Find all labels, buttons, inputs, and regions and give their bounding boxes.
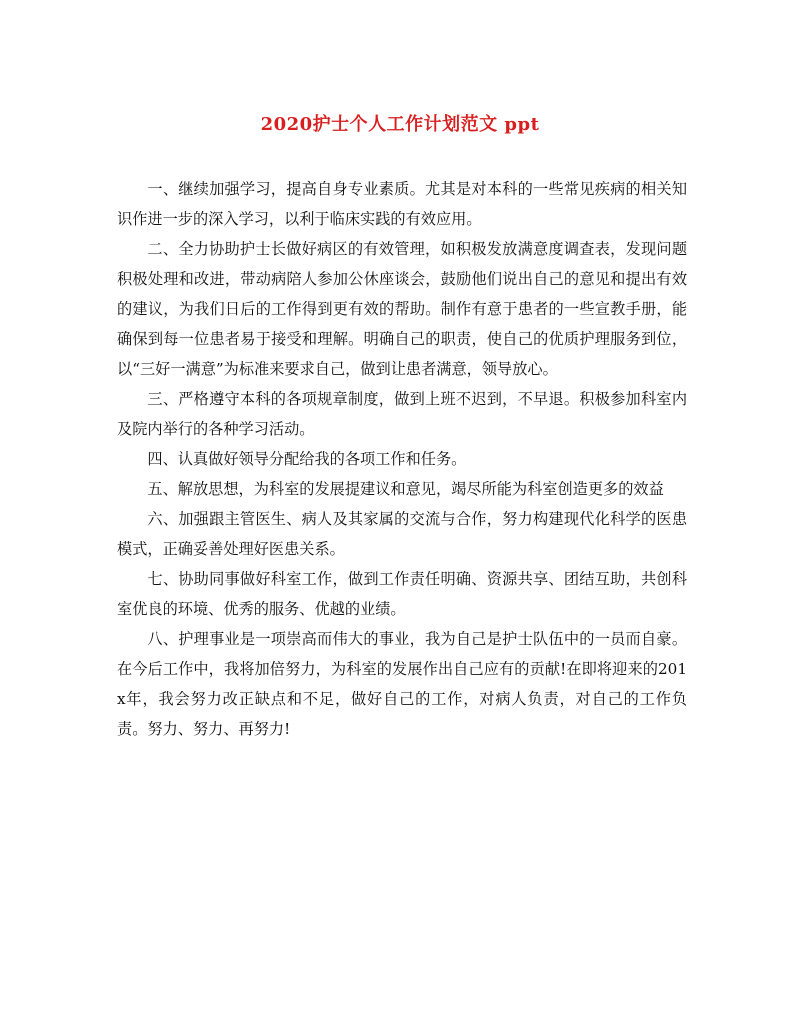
paragraph-4: 四、认真做好领导分配给我的各项工作和任务。 [147, 450, 467, 468]
document-title: 2020护士个人工作计划范文 ppt [260, 114, 540, 135]
paragraph-2: 二、全力协助护士长做好病区的有效管理，如积极发放满意度调查表，发现问题积极处理和改进，带动病陪人参加公休座谈会，鼓励他们说出自己的意见和提出有效的建议，为我们日后的工作得到更有效的帮助。制作有意于患者的一些宣教手册，能确保到每一位患者易于接受和理解。明确自己的职责，使自己的优质护理服务到位，以“三好一满意”为标准来要求自己，做到让患者满意，领导放心。 [117, 240, 687, 378]
document-body [117, 174, 687, 744]
paragraph-7: 七、协助同事做好科室工作，做到工作责任明确、资源共享、团结互助，共创科室优良的环境、优秀的服务、优越的业绩。 [117, 570, 687, 618]
paragraph-6: 六、加强跟主管医生、病人及其家属的交流与合作，努力构建现代化科学的医患模式，正确妥善处理好医患关系。 [117, 510, 687, 558]
paragraph-8: 八、护理事业是一项崇高而伟大的事业，我为自己是护士队伍中的一员而自豪。在今后工作中，我将加倍努力，为科室的发展作出自己应有的贡献!在即将迎来的201x年，我会努力改正缺点和不足，做好自己的工作，对病人负责，对自己的工作负责。努力、努力、再努力! [117, 630, 687, 738]
paragraph-1: 一、继续加强学习，提高自身专业素质。尤其是对本科的一些常见疾病的相关知识作进一步的深入学习，以利于临床实践的有效应用。 [117, 180, 687, 228]
paragraph-3: 三、严格遵守本科的各项规章制度，做到上班不迟到，不早退。积极参加科室内及院内举行的各种学习活动。 [117, 390, 687, 438]
paragraph-5: 五、解放思想，为科室的发展提建议和意见，竭尽所能为科室创造更多的效益 [147, 480, 664, 498]
